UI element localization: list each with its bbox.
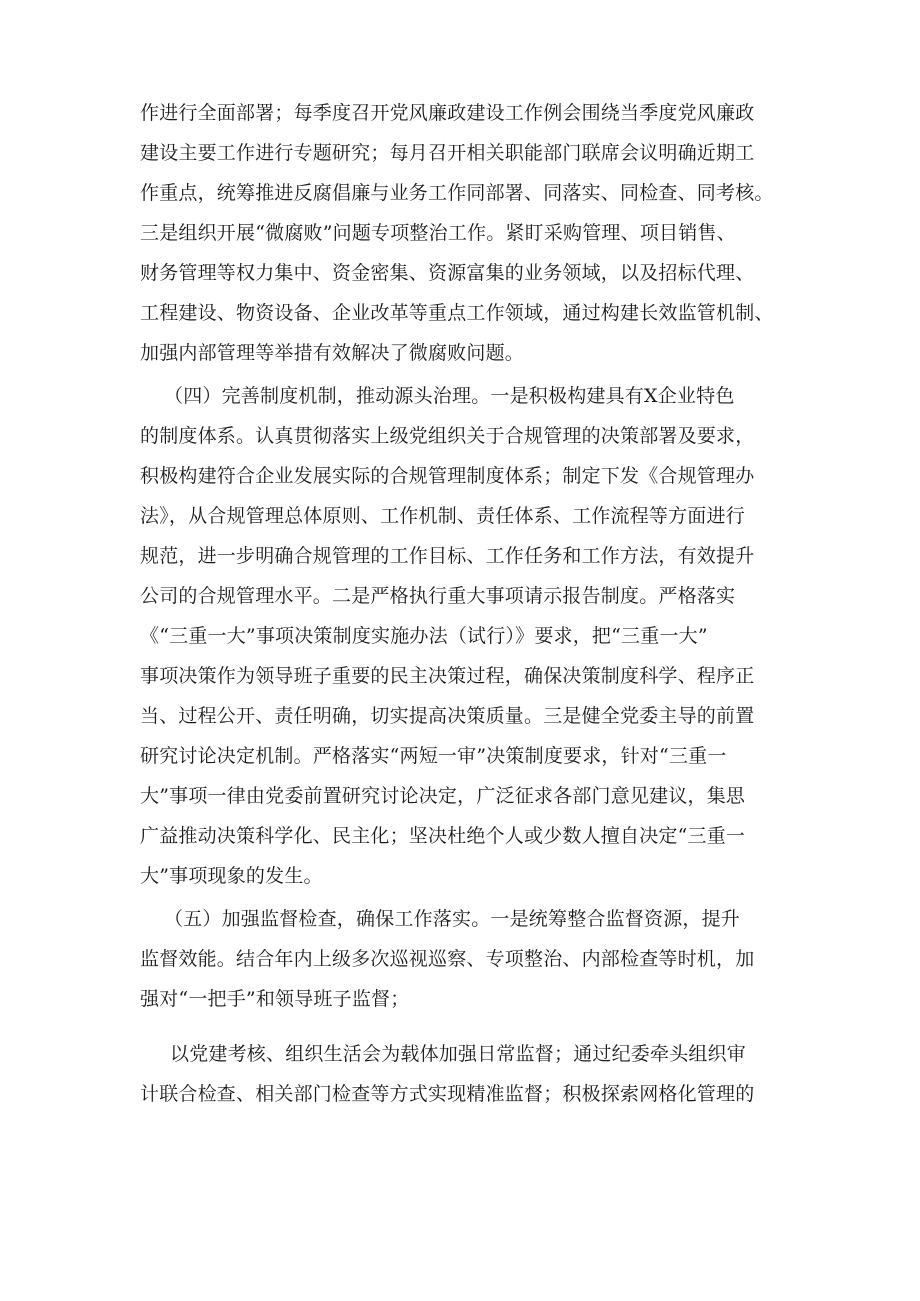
text-line: 法》，从合规管理总体原则、工作机制、责任体系、工作流程等方面进行 — [140, 505, 745, 527]
text-line: 强对“一把手”和领导班子监督； — [140, 988, 410, 1010]
text-line: 监督效能。结合年内上级多次巡视巡察、专项整治、内部检查等时机，加 — [140, 948, 755, 970]
text-line: 规范，进一步明确合规管理的工作目标、工作任务和工作方法，有效提升 — [140, 545, 755, 567]
section-five-heading-line: （五）加强监督检查，确保工作落实。一是统筹整合监督资源，提升 — [164, 908, 741, 930]
text-line: 大”事项现象的发生。 — [140, 865, 323, 887]
text-line: 事项决策作为领导班子重要的民主决策过程，确保决策制度科学、程序正 — [140, 665, 755, 687]
text-line: 作进行全面部署；每季度召开党风廉政建设工作例会围绕当季度党风廉政 — [140, 102, 755, 124]
text-line: 当、过程公开、责任明确，切实提高决策质量。三是健全党委主导的前置 — [140, 705, 755, 727]
text-line: 研究讨论决定机制。严格落实“两短一审”决策制度要求，针对“三重一 — [140, 745, 727, 767]
text-line: 《“三重一大”事项决策制度实施办法（试行）》要求，把“三重一大” — [140, 625, 708, 647]
text-line: 工程建设、物资设备、企业改革等重点工作领域，通过构建长效监管机制、 — [140, 302, 774, 324]
text-line: 作重点，统筹推进反腐倡廉与业务工作同部署、同落实、同检查、同考核。 — [140, 182, 774, 204]
paragraph-start-line: 以党建考核、组织生活会为载体加强日常监督；通过纪委牵头组织审 — [170, 1043, 747, 1065]
text-line: 公司的合规管理水平。二是严格执行重大事项请示报告制度。严格落实 — [140, 585, 736, 607]
text-line: 积极构建符合企业发展实际的合规管理制度体系；制定下发《合规管理办 — [140, 465, 755, 487]
text-line: 建设主要工作进行专题研究；每月召开相关职能部门联席会议明确近期工 — [140, 142, 755, 164]
text-line: 的制度体系。认真贯彻落实上级党组织关于合规管理的决策部署及要求， — [140, 425, 755, 447]
section-four-heading-line: （四）完善制度机制，推动源头治理。一是积极构建具有X企业特色 — [164, 385, 735, 407]
text-line: 三是组织开展“微腐败”问题专项整治工作。紧盯采购管理、项目销售、 — [140, 222, 736, 244]
text-line: 大”事项一律由党委前置研究讨论决定，广泛征求各部门意见建议，集思 — [140, 785, 746, 807]
text-line: 加强内部管理等举措有效解决了微腐败问题。 — [140, 342, 525, 364]
text-line: 计联合检查、相关部门检查等方式实现精准监督；积极探索网格化管理的 — [140, 1083, 755, 1105]
text-line: 广益推动决策科学化、民主化；坚决杜绝个人或少数人擅自决定“三重一 — [140, 825, 746, 847]
text-line: 财务管理等权力集中、资金密集、资源富集的业务领域，以及招标代理、 — [140, 262, 755, 284]
